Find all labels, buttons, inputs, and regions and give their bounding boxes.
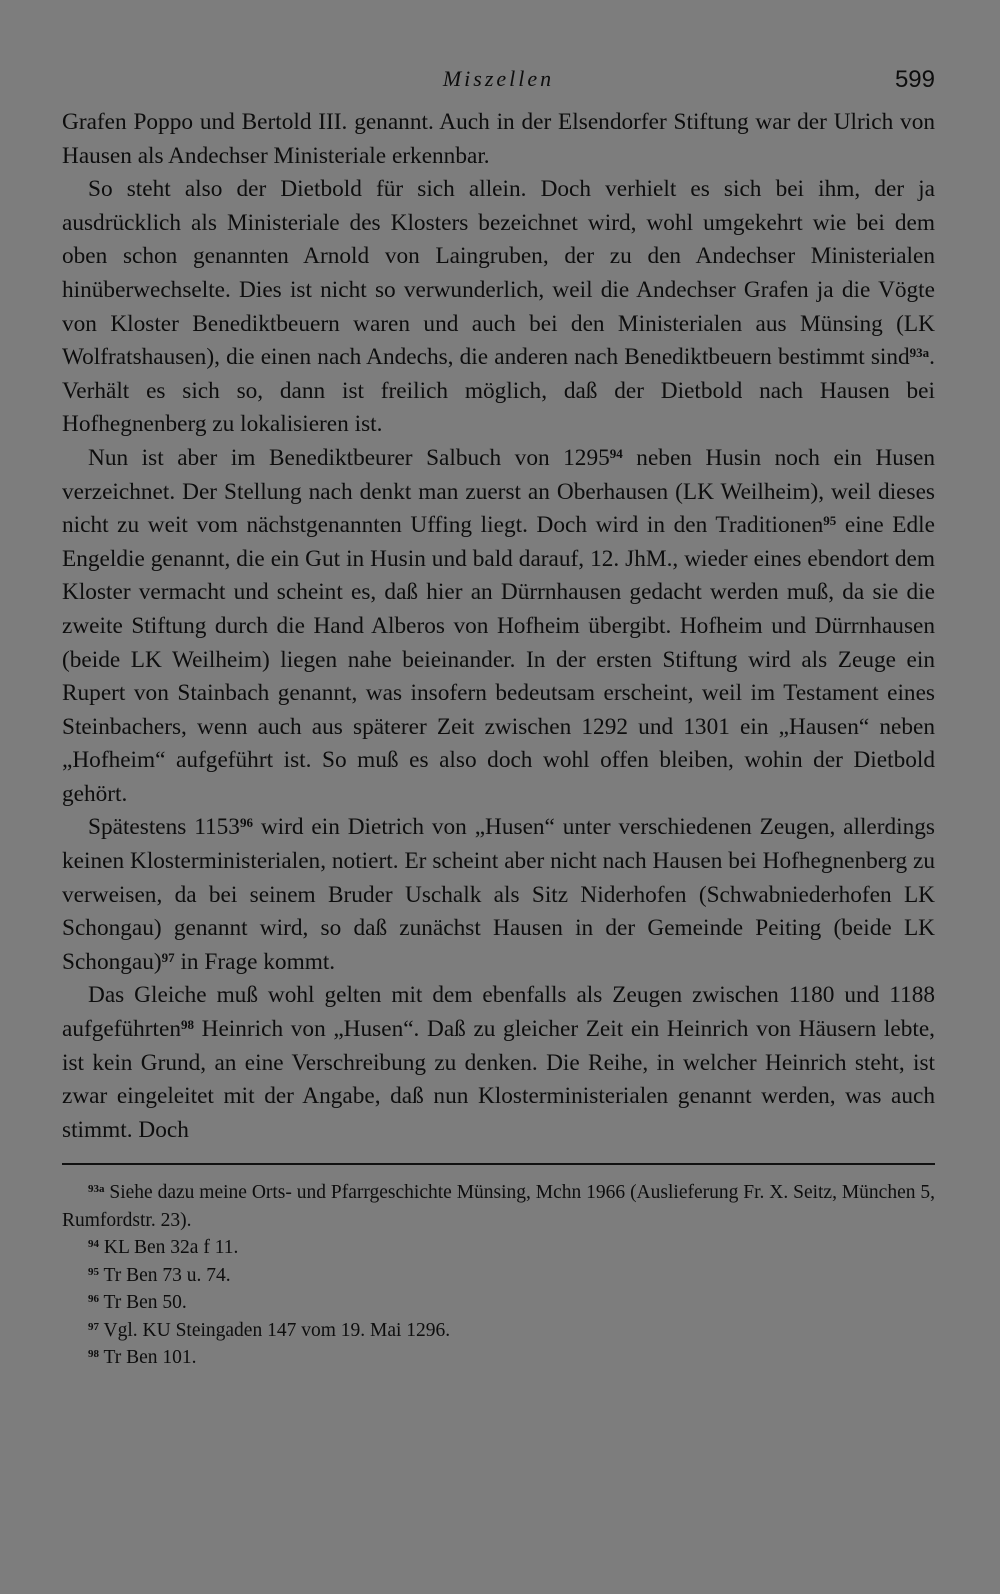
page-number: 599 <box>894 66 935 93</box>
footnote-text: Tr Ben 73 u. 74. <box>103 1264 231 1286</box>
footnote-divider <box>62 1163 935 1165</box>
text-segment: eine Edle Engeldie genannt, die ein Gut in Husin und bald darauf, 12. JhM., wieder eines ebendort dem Kloster vermacht und scheint es, daß hier an Dürrnhausen gedacht werden muß, da sie die zweite Stiftung durch die Hand Alberos von Hofheim übergibt. Hofheim und Dürrnhausen (beide LK Weilheim) liegen nahe beieinander. In der ersten Stiftung wird als Zeuge ein Rupert von Stainbach genannt, was insofern bedeutsam erscheint, weil im Testament eines Steinbachers, wenn auch aus späterer Zeit zwischen 1292 und 1301 ein „Hausen“ neben „Hofheim“ aufgeführt ist. So muß es also doch wohl offen bleiben, wohin der Dietbold gehört. <box>62 512 935 807</box>
footnote-text: Tr Ben 101. <box>103 1347 197 1369</box>
footnote <box>62 1179 935 1234</box>
footnote-reference: 95 <box>823 513 837 529</box>
footnote-mark: 97 <box>88 1320 99 1333</box>
running-title: Miszellen <box>442 66 555 91</box>
footnote-mark: 95 <box>88 1265 99 1278</box>
footnote <box>62 1289 935 1317</box>
footnote-reference: 93a <box>909 345 930 361</box>
footnote-mark: 93a <box>88 1183 105 1196</box>
text-segment: Heinrich von „Husen“. Daß zu gleicher Zeit ein Heinrich von Häusern lebte, ist kein Grund, an eine Verschreibung zu denken. Die Reihe, in welcher Heinrich steht, ist zwar eingeleitet mit der Angabe, daß nun Klosterministerialen genannt werden, was auch stimmt. Doch <box>62 1016 935 1143</box>
paragraph <box>62 811 935 979</box>
text-segment: neben Husin noch ein Husen verzeichnet. Der Stellung nach denkt man zuerst an Oberhausen (LK Weilheim), weil dieses nicht zu weit vom nächstgenannten Uffing liegt. Doch wird in den Traditionen <box>62 444 936 539</box>
paragraph <box>62 173 935 442</box>
paragraph <box>62 979 935 1147</box>
footnote-mark: 96 <box>88 1293 99 1306</box>
running-head <box>62 58 935 106</box>
text-segment: Spätestens 1153 <box>88 814 240 841</box>
footnote-reference: 94 <box>609 445 623 461</box>
text-segment: . Verhält es sich so, dann ist freilich möglich, daß der Dietbold nach Hausen bei Hofhegnenberg zu lokalisieren ist. <box>62 344 935 438</box>
footnote-text: KL Ben 32a f 11. <box>103 1237 239 1259</box>
footnote-text: Siehe dazu meine Orts- und Pfarrgeschichte Münsing, Mchn 1966 (Auslieferung Fr. X. Seitz, München 5, Rumfordstr. 23). <box>62 1182 936 1231</box>
footnote-reference: 97 <box>161 949 175 965</box>
footnote-mark: 94 <box>88 1238 99 1251</box>
footnote-text: Tr Ben 50. <box>103 1292 187 1314</box>
footnote-reference: 98 <box>181 1017 195 1033</box>
footnote <box>62 1344 935 1372</box>
text-segment: So steht also der Dietbold für sich allein. Doch verhielt es sich bei ihm, der ja ausdrücklich als Ministeriale des Klosters bezeichnet wird, wohl umgekehrt wie bei dem oben schon genannten Arnold von Laingruben, der zu den Andechser Ministerialen hinüberwechselte. Dies ist nicht so verwunderlich, weil die Andechser Grafen ja die Vögte von Kloster Benediktbeuern waren und auch bei den Ministerialen aus Münsing (LK Wolfratshausen), die einen nach Andechs, die anderen nach Benediktbeuern bestimmt sind <box>62 176 935 371</box>
footnotes <box>62 1179 935 1372</box>
footnote <box>62 1262 935 1290</box>
text-segment: wird ein Dietrich von „Husen“ unter verschiedenen Zeugen, allerdings keinen Klosterministerialen, notiert. Er scheint aber nicht nach Hausen bei Hofhegnenberg zu verweisen, da bei seinem Bruder Uschalk als Sitz Niderhofen (Schwabniederhofen LK Schongau) genannt wird, so daß zunächst Hausen in der Gemeinde Peiting (beide LK Schongau) <box>62 814 935 975</box>
text-segment: Nun ist aber im Benediktbeurer Salbuch von 1295 <box>88 444 610 471</box>
body-text <box>62 106 935 1147</box>
footnote-text: Vgl. KU Steingaden 147 vom 19. Mai 1296. <box>103 1319 451 1341</box>
text-segment: Das Gleiche muß wohl gelten mit dem ebenfalls als Zeugen zwischen 1180 und 1188 aufgeführten <box>62 982 935 1043</box>
footnote <box>62 1317 935 1345</box>
paragraph <box>62 106 935 173</box>
paragraph <box>62 442 935 812</box>
text-segment: Grafen Poppo und Bertold III. genannt. Auch in der Elsendorfer Stiftung war der Ulrich von Hausen als Andechser Ministeriale erkennbar. <box>62 109 935 169</box>
footnote-reference: 96 <box>239 815 253 831</box>
document-page <box>62 58 935 1372</box>
text-segment: in Frage kommt. <box>174 948 336 975</box>
footnote <box>62 1234 935 1262</box>
footnote-mark: 98 <box>88 1348 99 1361</box>
